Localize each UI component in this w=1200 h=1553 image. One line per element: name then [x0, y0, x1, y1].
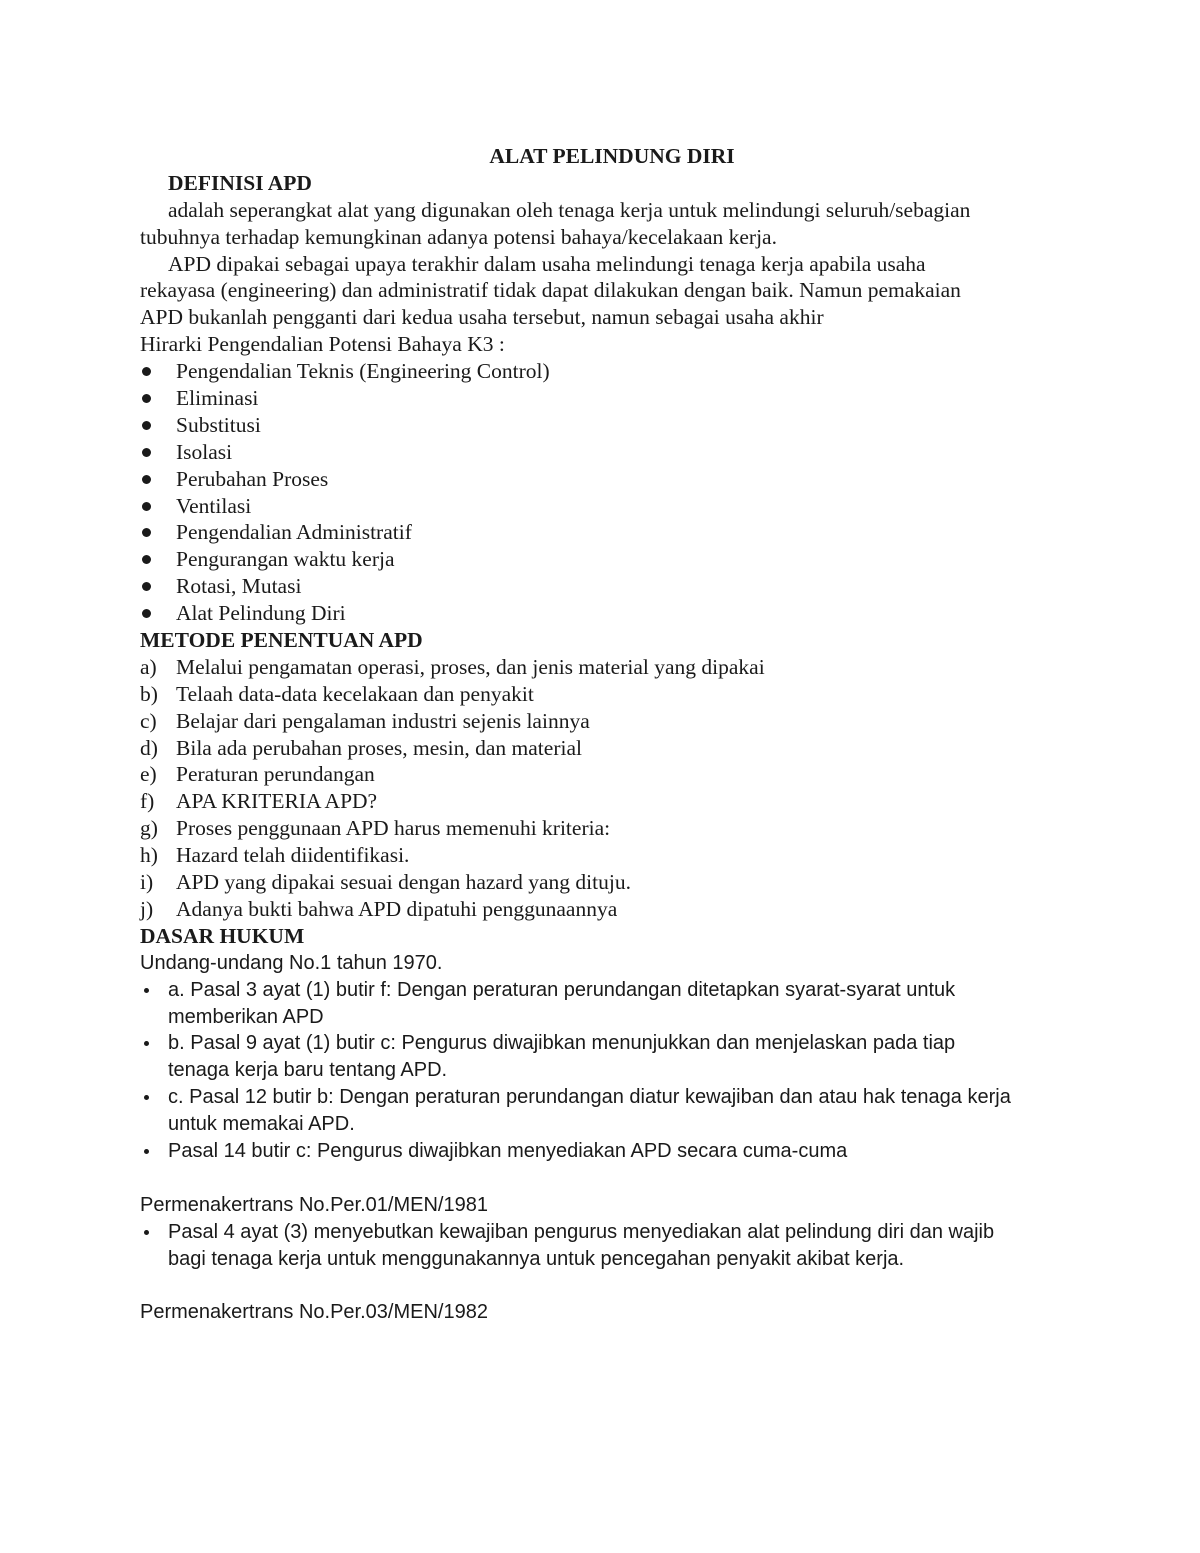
list-item [140, 358, 1060, 385]
list-item [140, 681, 1060, 708]
list-item [140, 761, 1060, 788]
list-marker: g) [140, 816, 158, 841]
list-item-text: Bila ada perubahan proses, mesin, dan material [176, 735, 582, 760]
list-marker: h) [140, 843, 158, 868]
document-title [0, 143, 1152, 170]
list-item-text: Pengendalian Teknis (Engineering Control) [176, 359, 550, 384]
hirarki-list [140, 358, 1060, 627]
list-item-line1: a. Pasal 3 ayat (1) butir f: Dengan peraturan perundangan ditetapkan syarat-syarat untuk [168, 978, 956, 1001]
bullet-icon [140, 600, 176, 627]
list-item [140, 1138, 1060, 1165]
list-item-text: Hazard telah diidentifikasi. [176, 843, 410, 868]
definisi-para1-line1: adalah seperangkat alat yang digunakan oleh tenaga kerja untuk melindungi seluruh/sebagian [168, 197, 971, 222]
list-item [140, 600, 1060, 627]
list-item [140, 815, 1060, 842]
bullet-icon [140, 439, 176, 466]
per1-title: Permenakertrans No.Per.01/MEN/1981 [140, 1193, 488, 1216]
list-item [140, 869, 1060, 896]
list-item [140, 1030, 1060, 1084]
list-item [140, 896, 1060, 923]
list-item [140, 1219, 1060, 1273]
list-item [140, 466, 1060, 493]
list-item [140, 546, 1060, 573]
list-item [140, 788, 1060, 815]
list-item-text: Pengurangan waktu kerja [176, 547, 395, 572]
list-item-text: Pengendalian Administratif [176, 520, 412, 545]
list-marker: f) [140, 789, 155, 814]
list-marker: j) [140, 896, 154, 921]
list-item [140, 735, 1060, 762]
list-marker: d) [140, 735, 158, 760]
bullet-icon [140, 358, 176, 385]
per2-title: Permenakertrans No.Per.03/MEN/1982 [140, 1301, 488, 1324]
list-item-text: Eliminasi [176, 386, 259, 411]
list-item-text: Peraturan perundangan [176, 762, 375, 787]
list-item-text: APA KRITERIA APD? [176, 789, 378, 814]
list-item-text: Rotasi, Mutasi [176, 574, 302, 599]
bullet-icon [140, 493, 176, 520]
spacer [140, 1165, 1060, 1192]
heading-dasar-hukum: DASAR HUKUM [140, 923, 305, 948]
list-item [140, 493, 1060, 520]
list-item-line1: b. Pasal 9 ayat (1) butir c: Pengurus diwajibkan menunjukkan dan menjelaskan pada tiap [168, 1032, 956, 1055]
list-item-text: Melalui pengamatan operasi, proses, dan jenis material yang dipakai [176, 654, 765, 679]
list-item [140, 1084, 1060, 1138]
list-marker: b) [140, 681, 158, 706]
list-item-text: Isolasi [176, 439, 233, 464]
list-item-text: Telaah data-data kecelakaan dan penyakit [176, 681, 534, 706]
definisi-para2-line3: APD bukanlah pengganti dari kedua usaha tersebut, namun sebagai usaha akhir [140, 305, 824, 330]
document-page [140, 143, 1060, 1326]
list-marker: c) [140, 708, 157, 733]
list-item-line1: Pasal 14 butir c: Pengurus diwajibkan menyediakan APD secara cuma-cuma [168, 1139, 848, 1162]
list-item-text: Adanya bukti bahwa APD dipatuhi penggunaannya [176, 896, 618, 921]
bullet-icon [140, 1219, 168, 1273]
list-item-text: Alat Pelindung Diri [176, 601, 346, 626]
bullet-icon [140, 1084, 168, 1138]
bullet-icon [140, 466, 176, 493]
list-item [140, 977, 1060, 1031]
list-item-line2: bagi tenaga kerja untuk menggunakannya untuk pencegahan penyakit akibat kerja. [168, 1247, 905, 1270]
list-item-text: Proses penggunaan APD harus memenuhi kriteria: [176, 816, 611, 841]
definisi-para1-line2: tubuhnya terhadap kemungkinan adanya potensi bahaya/kecelakaan kerja. [140, 224, 777, 249]
definisi-para2-line1: APD dipakai sebagai upaya terakhir dalam usaha melindungi tenaga kerja apabila usaha [168, 251, 926, 276]
list-marker: e) [140, 762, 157, 787]
bullet-icon [140, 977, 168, 1031]
list-item [140, 519, 1060, 546]
list-item-line2: memberikan APD [168, 1005, 324, 1028]
list-item-text: APD yang dipakai sesuai dengan hazard yang dituju. [176, 870, 631, 895]
hirarki-intro: Hirarki Pengendalian Potensi Bahaya K3 : [140, 332, 505, 357]
list-item [140, 842, 1060, 869]
bullet-icon [140, 1138, 168, 1165]
list-item [140, 654, 1060, 681]
list-marker: i) [140, 870, 154, 895]
list-item [140, 412, 1060, 439]
metode-list [140, 654, 1060, 923]
bullet-icon [140, 546, 176, 573]
list-item [140, 573, 1060, 600]
bullet-icon [140, 412, 176, 439]
list-item-line1: Pasal 4 ayat (3) menyebutkan kewajiban pengurus menyediakan alat pelindung diri dan wajib [168, 1220, 995, 1243]
list-item-text: Substitusi [176, 412, 261, 437]
list-item-text: Perubahan Proses [176, 466, 329, 491]
list-item-line2: tenaga kerja baru tentang APD. [168, 1059, 448, 1082]
uu-list [140, 977, 1060, 1165]
list-item [140, 708, 1060, 735]
bullet-icon [140, 519, 176, 546]
list-item-text: Belajar dari pengalaman industri sejenis lainnya [176, 708, 590, 733]
spacer [140, 1272, 1060, 1299]
list-item [140, 385, 1060, 412]
list-marker: a) [140, 654, 157, 679]
list-item-line1: c. Pasal 12 butir b: Dengan peraturan perundangan diatur kewajiban dan atau hak tenaga kerja [168, 1086, 1011, 1109]
definisi-para2-line2: rekayasa (engineering) dan administratif tidak dapat dilakukan dengan baik. Namun pemakaian [140, 278, 961, 303]
list-item [140, 439, 1060, 466]
bullet-icon [140, 1030, 168, 1084]
title-text: ALAT PELINDUNG DIRI [489, 144, 735, 168]
uu-title: Undang-undang No.1 tahun 1970. [140, 951, 443, 974]
bullet-icon [140, 385, 176, 412]
bullet-icon [140, 573, 176, 600]
list-item-text: Ventilasi [176, 493, 252, 518]
heading-definisi: DEFINISI APD [168, 170, 312, 195]
list-item-line2: untuk memakai APD. [168, 1113, 355, 1136]
heading-metode: METODE PENENTUAN APD [140, 628, 423, 653]
